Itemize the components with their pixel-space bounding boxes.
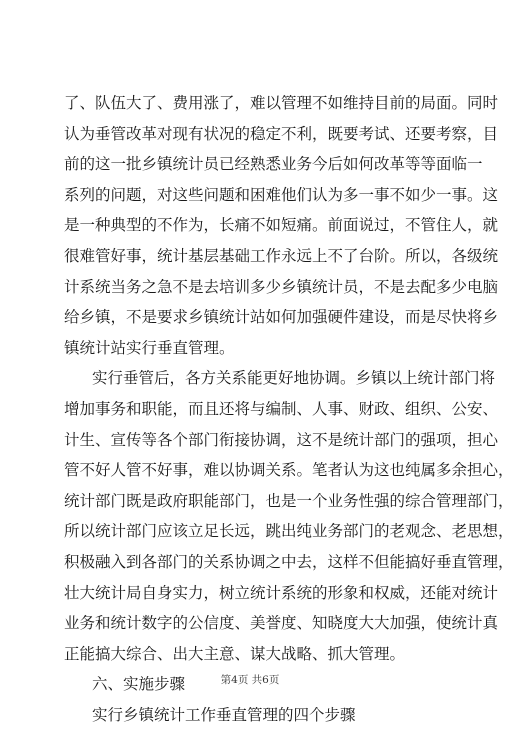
section-heading: 六、实施步骤 (92, 675, 186, 694)
text-line: 了、队伍大了、费用涨了，难以管理不如维持目前的局面。同时 (64, 94, 499, 112)
text-line: 实行垂管后，各方关系能更好地协调。乡镇以上统计部门将 (92, 369, 496, 388)
text-line: 正能搞大综合、出大主意、谋大战略、抓大管理。 (64, 644, 406, 663)
text-line: 是一种典型的不作为，长痛不如短痛。前面说过，不管住人，就 (64, 216, 499, 235)
body-text (64, 88, 514, 730)
text-line: 给乡镇，不是要求乡镇统计站如何加强硬件建设，而是尽快将乡 (64, 308, 499, 327)
text-line: 统计部门既是政府职能部门，也是一个业务性强的综合管理部门， (64, 491, 514, 510)
text-line: 壮大统计局自身实力，树立统计系统的形象和权威，还能对统计 (64, 583, 499, 602)
subheading: 实行乡镇统计工作垂直管理的四个步骤 (92, 705, 356, 724)
text-line: 镇统计站实行垂直管理。 (64, 338, 235, 357)
text-line: 计生、宣传等各个部门衔接协调，这不是统计部门的强项，担心 (64, 430, 499, 449)
text-line: 所以统计部门应该立足长远，跳出纯业务部门的老观念、老思想， (64, 522, 514, 541)
text-line: 管不好人管不好事，难以协调关系。笔者认为这也纯属多余担心， (64, 461, 514, 480)
page-footer (0, 672, 500, 687)
text-line: 计系统当务之急不是去培训多少乡镇统计员，不是去配多少电脑 (64, 277, 499, 296)
text-line: 积极融入到各部门的关系协调之中去，这样不但能搞好垂直管理， (64, 552, 514, 571)
text-line: 很难管好事，统计基层基础工作永远上不了台阶。所以，各级统 (64, 246, 499, 265)
text-line: 业务和统计数字的公信度、美誉度、知晓度大大加强，使统计真 (64, 614, 499, 633)
text-line: 增加事务和职能，而且还将与编制、人事、财政、组织、公安、 (64, 399, 499, 418)
paragraph-continuation (64, 88, 499, 363)
text-line: 系列的问题，对这些问题和困难他们认为多一事不如少一事。这 (64, 185, 499, 204)
text-line: 认为垂管改革对现有状况的稳定不利，既要考试、还要考察，目 (64, 124, 499, 143)
page-number: 第4页 共6页 (220, 674, 280, 686)
paragraph-vertical-management (64, 363, 514, 669)
text-line: 前的这一批乡镇统计员已经熟悉业务今后如何改革等等面临一 (64, 155, 483, 174)
